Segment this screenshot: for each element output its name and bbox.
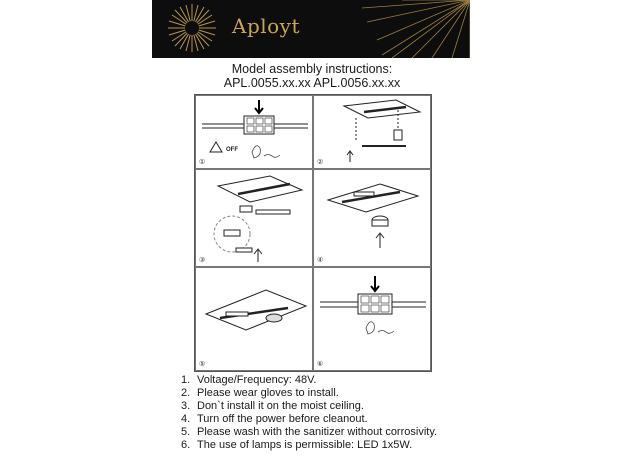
list-item: 1. Voltage/Frequency: 48V. <box>181 374 317 386</box>
brand-name: Aployt <box>232 14 301 38</box>
lamp-insert-diagram <box>314 170 432 268</box>
connector-close-up-diagram <box>314 268 432 372</box>
instruction-list <box>181 374 437 452</box>
magnetic-track-diagram <box>196 170 314 268</box>
model-numbers: APL.0055.xx.xx APL.0056.xx.xx <box>223 76 401 90</box>
assembly-diagram-grid <box>194 94 432 372</box>
power-off-label: OFF <box>226 147 238 153</box>
list-item: 2. Please wear gloves to install. <box>181 387 339 399</box>
connector-wiring-diagram <box>196 96 314 170</box>
step-5-number: ⑤ <box>199 361 206 368</box>
step-3-number: ③ <box>199 257 206 264</box>
step-4-number: ④ <box>317 257 324 264</box>
instructions-title: Model assembly instructions: <box>231 62 393 76</box>
step-2-number: ② <box>317 159 324 166</box>
step-1-number: ① <box>199 159 206 166</box>
ceiling-mount-diagram <box>314 96 432 170</box>
list-item: 4. Turn off the power before cleanout. <box>181 413 368 425</box>
installed-fixture-diagram <box>196 268 314 372</box>
list-item: 6. The use of lamps is permissible: LED 1x5W. <box>181 439 413 451</box>
step-6-number: ⑥ <box>317 361 324 368</box>
brand-banner <box>152 0 470 58</box>
step-6-panel <box>313 267 431 371</box>
step-2-panel <box>313 95 431 169</box>
step-3-panel <box>195 169 313 267</box>
list-item: 3. Don`t install it on the moist ceiling. <box>181 400 364 412</box>
sunburst-logo-icon <box>152 0 470 58</box>
step-5-panel <box>195 267 313 371</box>
step-1-panel <box>195 95 313 169</box>
list-item: 5. Please wash with the sanitizer without corrosivity. <box>181 426 438 438</box>
step-4-panel <box>313 169 431 267</box>
